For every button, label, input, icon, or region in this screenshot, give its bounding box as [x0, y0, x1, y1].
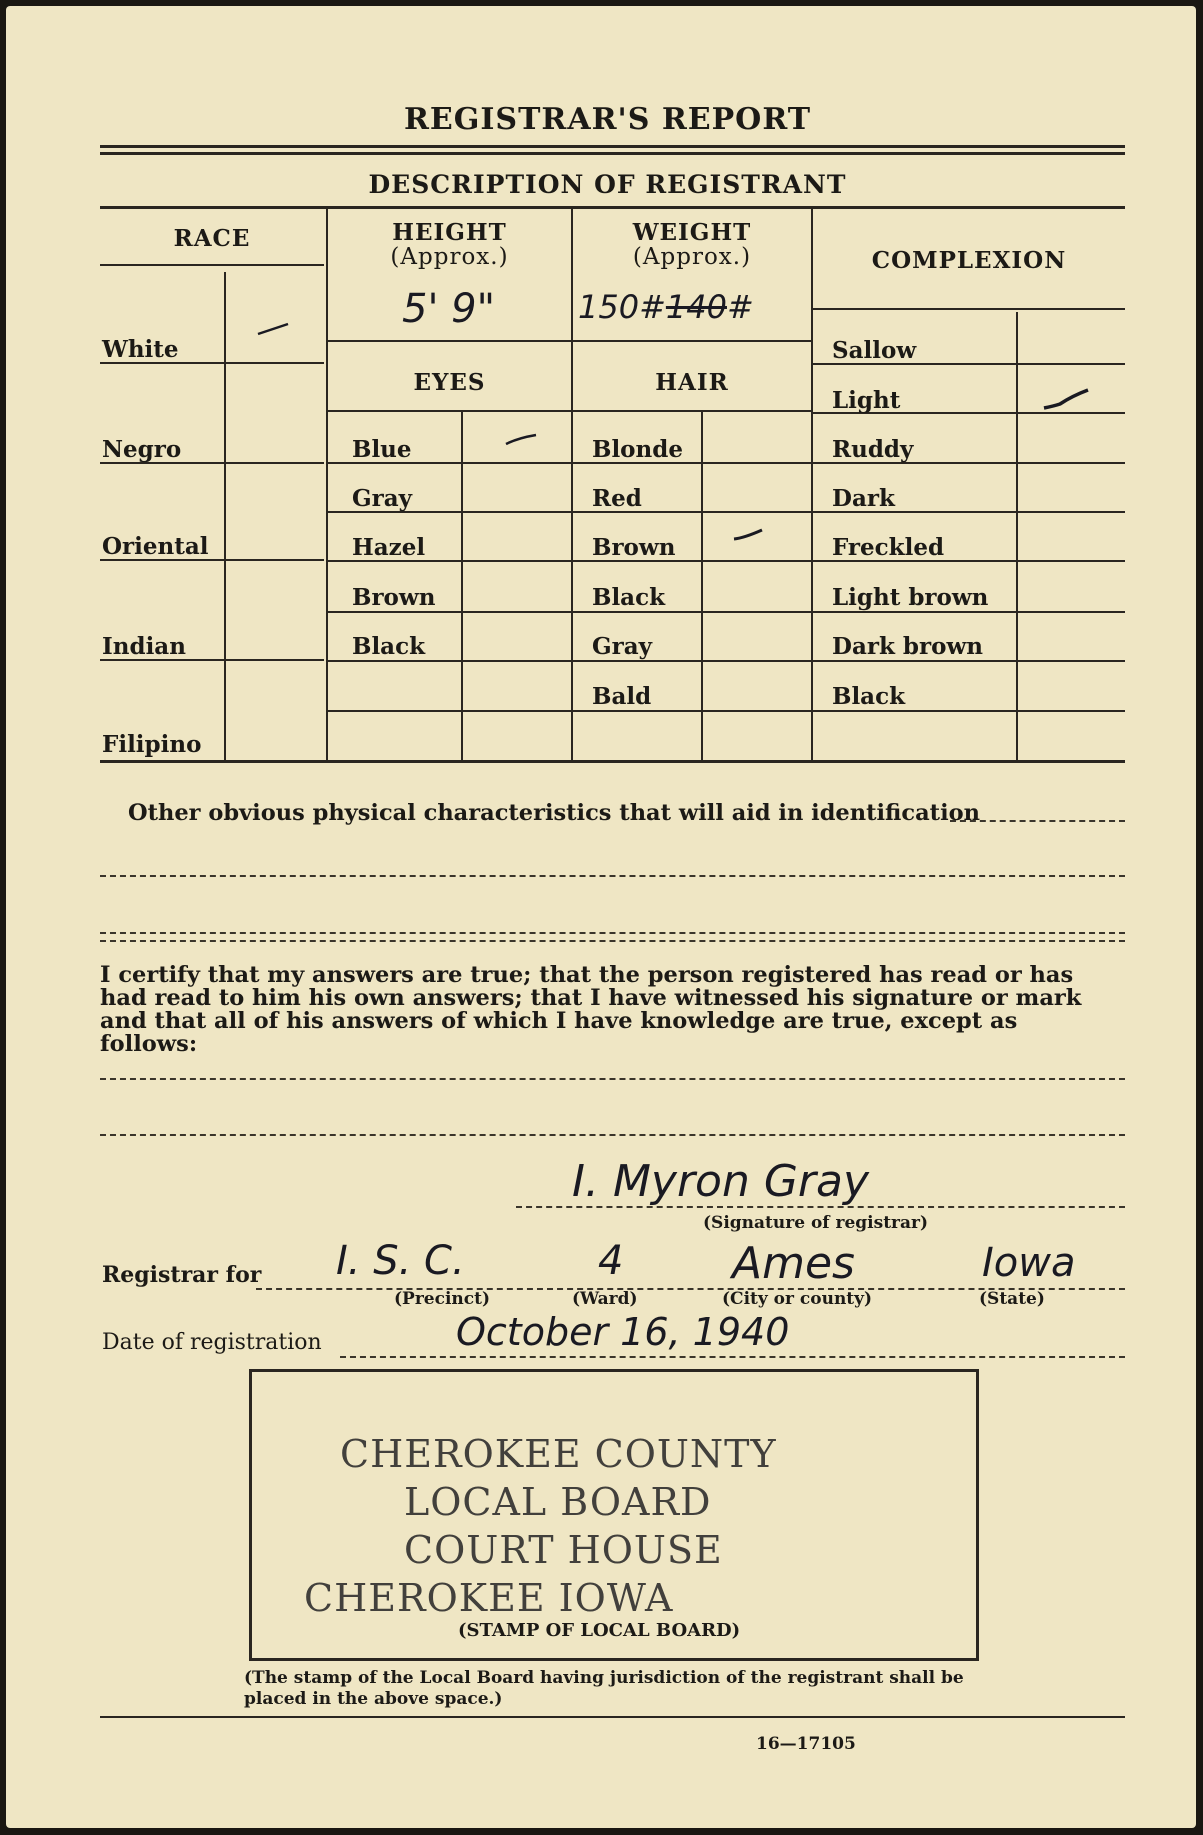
eyes-hair-row-rule: [328, 710, 811, 712]
form-number: 16—17105: [756, 1734, 856, 1754]
state-caption: (State): [979, 1289, 1045, 1309]
race-header-rule: [100, 264, 324, 266]
complexion-header-rule: [813, 308, 1125, 310]
precinct-value: I. S. C.: [336, 1238, 465, 1284]
signature-line: [516, 1206, 1125, 1208]
stamp-note: (The stamp of the Local Board having jurisdiction of the registrant shall be placed in the above space.): [244, 1668, 964, 1709]
eyes-option-gray: Gray: [352, 485, 413, 512]
table-top-rule: [100, 206, 1125, 209]
exceptions-line: [100, 1078, 1125, 1080]
other-characteristics-label: Other obvious physical characteristics that will aid in identification: [128, 800, 980, 826]
city-caption: (City or county): [722, 1289, 873, 1309]
stamp-line-2: LOCAL BOARD: [404, 1480, 712, 1524]
complexion-option-black: Black: [832, 683, 906, 710]
state-value: Iowa: [982, 1240, 1076, 1286]
eyes-hair-row-rule: [328, 611, 811, 613]
registrar-for-label: Registrar for: [102, 1262, 262, 1288]
hair-option-brown: Brown: [592, 534, 676, 561]
race-option-indian: Indian: [102, 633, 186, 660]
race-check-divider: [224, 272, 226, 762]
complexion-option-freckled: Freckled: [832, 534, 945, 561]
eyes-option-hazel: Hazel: [352, 534, 426, 561]
height-header: HEIGHT (Approx.): [390, 219, 509, 270]
height-weight-value-rule: [328, 340, 811, 342]
complexion-option-light: Light: [832, 387, 901, 414]
certification-text: I certify that my answers are true; that the person registered has read or has had read to him his own answers; that I have witnessed his signature or mark and that all of his answers of which I have knowledge are true, except as follows:: [100, 962, 1082, 1057]
stamp-caption: (STAMP OF LOCAL BOARD): [458, 1620, 741, 1641]
form-title: REGISTRAR'S REPORT: [403, 102, 812, 137]
complexion-check-divider: [1016, 312, 1018, 762]
complexion-row-rule: [813, 611, 1125, 613]
eyes-option-blue: Blue: [352, 436, 412, 463]
other-characteristics-line: [100, 932, 1125, 934]
exceptions-line: [100, 1134, 1125, 1136]
race-option-negro: Negro: [102, 436, 182, 463]
hair-option-red: Red: [592, 485, 642, 512]
eyes-blue-check-mark-icon: [504, 432, 538, 446]
complexion-option-dark: Dark: [832, 485, 895, 512]
other-characteristics-line: [100, 940, 1125, 942]
stamp-line-3: COURT HOUSE: [404, 1528, 723, 1572]
complexion-option-sallow: Sallow: [832, 337, 917, 364]
stamp-line-1: CHEROKEE COUNTY: [340, 1432, 777, 1476]
weight-value: 150#140#: [578, 288, 754, 326]
eyes-hair-row-rule: [328, 660, 811, 662]
complexion-option-light-brown: Light brown: [832, 584, 989, 611]
registrar-signature: I. Myron Gray: [572, 1156, 870, 1207]
eyes-hair-header-rule: [328, 410, 811, 412]
eyes-header: EYES: [413, 369, 486, 396]
race-option-white: White: [102, 336, 179, 363]
hair-brown-check-mark-icon: [732, 528, 766, 542]
date-of-registration-label: Date of registration: [102, 1330, 322, 1355]
race-option-oriental: Oriental: [102, 533, 209, 560]
height-value: 5' 9": [402, 286, 496, 332]
race-divider: [326, 208, 328, 762]
hair-header: HAIR: [655, 369, 729, 396]
ward-caption: (Ward): [572, 1289, 638, 1309]
complexion-row-rule: [813, 660, 1125, 662]
date-of-registration-value: October 16, 1940: [456, 1310, 790, 1354]
ward-value: 4: [598, 1238, 624, 1284]
title-rule-1: [100, 145, 1125, 148]
other-characteristics-line: [100, 875, 1125, 877]
precinct-caption: (Precinct): [394, 1289, 491, 1309]
city-value: Ames: [732, 1238, 855, 1289]
hair-option-blonde: Blonde: [592, 436, 683, 463]
height-weight-divider: [571, 208, 573, 762]
eyes-option-brown: Brown: [352, 584, 436, 611]
hair-option-gray: Gray: [592, 633, 653, 660]
race-option-filipino: Filipino: [102, 731, 202, 758]
complexion-option-ruddy: Ruddy: [832, 436, 914, 463]
race-header: RACE: [173, 225, 251, 252]
other-characteristics-line: [950, 820, 1125, 822]
eyes-option-black: Black: [352, 633, 426, 660]
complexion-option-dark-brown: Dark brown: [832, 633, 983, 660]
hair-option-bald: Bald: [592, 683, 652, 710]
form-subtitle: DESCRIPTION OF REGISTRANT: [368, 170, 847, 199]
hair-option-black: Black: [592, 584, 666, 611]
weight-header: WEIGHT (Approx.): [632, 219, 752, 270]
table-bottom-rule: [100, 760, 1125, 763]
weight-complexion-divider: [811, 208, 813, 762]
date-line: [340, 1356, 1125, 1358]
signature-caption: (Signature of registrar): [703, 1213, 929, 1233]
complexion-row-rule: [813, 710, 1125, 712]
complexion-header: COMPLEXION: [871, 247, 1067, 274]
stamp-line-4: CHEROKEE IOWA: [304, 1576, 674, 1620]
footer-rule: [100, 1716, 1125, 1718]
complexion-light-check-mark-icon: [1042, 388, 1090, 412]
draft-registration-card: [6, 6, 1196, 1828]
race-white-check-mark-icon: [256, 322, 290, 336]
title-rule-2: [100, 152, 1125, 155]
